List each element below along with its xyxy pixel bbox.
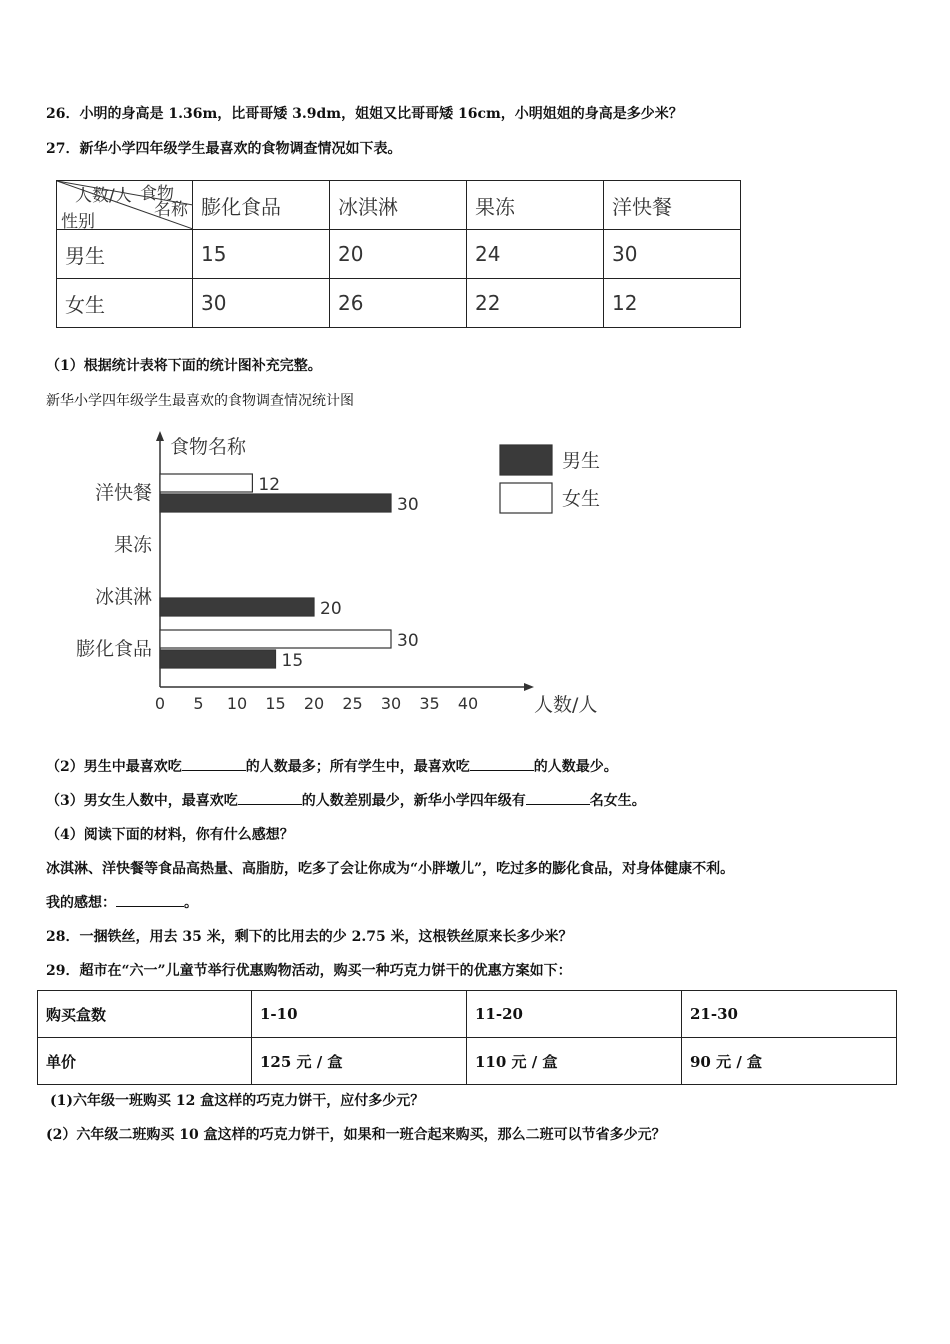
- x-tick-label: 40: [457, 694, 479, 713]
- bar-boys: [160, 650, 276, 668]
- legend-label: 女生: [562, 488, 601, 510]
- bar-chart: [60, 425, 620, 725]
- table-cell: 11-20: [467, 991, 682, 1038]
- corner-food-label: 食物: [140, 184, 174, 204]
- bar-girls: [160, 630, 391, 648]
- answer-blank[interactable]: [526, 792, 590, 805]
- corner-name-label: 名称: [154, 200, 188, 220]
- x-tick-label: 35: [419, 694, 440, 713]
- question-29-intro: 29．超市在“六一”儿童节举行优惠购物活动，购买一种巧克力饼干的优惠方案如下：: [46, 963, 572, 979]
- legend-swatch-boys: [500, 445, 552, 475]
- answer-blank[interactable]: [182, 758, 246, 771]
- table-cell: 30: [604, 230, 741, 279]
- category-label: 洋快餐: [94, 482, 152, 504]
- corner-count-label: 人数/人: [75, 186, 132, 206]
- table-cell: 购买盒数: [38, 991, 252, 1038]
- table-cell: 125 元 / 盒: [252, 1038, 467, 1085]
- x-tick-label: 20: [303, 694, 325, 713]
- reading-material: 冰淇淋、洋快餐等食品高热量、高脂肪，吃多了会让你成为“小胖墩儿”，吃过多的膨化食品，对身体健康不利。: [46, 861, 735, 877]
- table-row: [38, 991, 897, 1038]
- table-cell: 24: [467, 230, 604, 279]
- y-axis-label: 食物名称: [170, 436, 247, 458]
- table-cell: 26: [330, 279, 467, 328]
- bar-boys: [160, 494, 391, 512]
- bar-value-label: 20: [320, 599, 342, 619]
- table-cell: 22: [467, 279, 604, 328]
- category-label: 膨化食品: [75, 638, 152, 660]
- feeling-line: [46, 892, 198, 912]
- table-row-label: 女生: [57, 279, 193, 328]
- question-27-part4: （4）阅读下面的材料，你有什么感想？: [46, 827, 294, 843]
- table-row: [57, 279, 741, 328]
- bar-value-label: 30: [397, 495, 419, 515]
- bar-girls: [160, 474, 252, 492]
- feeling-label: 我的感想：: [46, 895, 116, 911]
- table-cell: 110 元 / 盒: [467, 1038, 682, 1085]
- answer-blank[interactable]: [116, 894, 184, 907]
- question-27-intro: 27．新华小学四年级学生最喜欢的食物调查情况如下表。: [46, 141, 402, 157]
- table-header-cell: 洋快餐: [604, 181, 741, 230]
- table-header-cell: 冰淇淋: [330, 181, 467, 230]
- question-26: 26．小明的身高是 1.36m，比哥哥矮 3.9dm，姐姐又比哥哥矮 16cm，小明姐姐的身高是多少米？: [46, 106, 683, 122]
- bar-value-label: 30: [397, 631, 419, 651]
- table-cell: 21-30: [682, 991, 897, 1038]
- chart-title: 新华小学四年级学生最喜欢的食物调查情况统计图: [46, 393, 354, 409]
- table-row: [38, 1038, 897, 1085]
- bar-value-label: 15: [281, 651, 304, 671]
- x-axis-label: 人数/人: [534, 694, 598, 716]
- x-tick-label: 30: [380, 694, 402, 713]
- table-cell: 90 元 / 盒: [682, 1038, 897, 1085]
- category-label: 冰淇淋: [94, 586, 152, 608]
- bar-value-label: 12: [258, 475, 281, 495]
- part2-text-b: 的人数最多；所有学生中，最喜欢吃: [245, 759, 470, 775]
- table-cell: 30: [193, 279, 330, 328]
- x-tick-label: 0: [154, 694, 166, 713]
- x-tick-label: 10: [226, 694, 248, 713]
- part2-text-c: 的人数最少。: [533, 759, 618, 775]
- price-table: [37, 990, 897, 1085]
- part3-text-c: 名女生。: [589, 793, 646, 809]
- table-corner-cell: [57, 181, 193, 230]
- answer-blank[interactable]: [470, 758, 534, 771]
- question-29-part1: (1)六年级一班购买 12 盒这样的巧克力饼干，应付多少元？: [50, 1093, 425, 1109]
- table-row-label: 男生: [57, 230, 193, 279]
- table-header-cell: 膨化食品: [193, 181, 330, 230]
- part2-text-a: （2）男生中最喜欢吃: [46, 759, 182, 775]
- corner-gender-label: 性别: [61, 212, 95, 232]
- table-cell: 12: [604, 279, 741, 328]
- part3-text-b: 的人数差别最少，新华小学四年级有: [301, 793, 526, 809]
- question-27-part1: （1）根据统计表将下面的统计图补充完整。: [46, 358, 322, 374]
- legend-label: 男生: [562, 450, 601, 472]
- question-27-part3: [46, 790, 646, 810]
- legend-swatch-girls: [500, 483, 552, 513]
- table-cell: 1-10: [252, 991, 467, 1038]
- feeling-end: 。: [184, 895, 198, 911]
- x-axis-arrow: [524, 683, 534, 691]
- x-tick-label: 15: [265, 694, 286, 713]
- y-axis-arrow: [156, 431, 164, 441]
- table-cell: 单价: [38, 1038, 252, 1085]
- question-29-part2: (2）六年级二班购买 10 盒这样的巧克力饼干，如果和一班合起来购买，那么二班可以节省多少元？: [46, 1127, 666, 1143]
- x-tick-label: 25: [342, 694, 363, 713]
- survey-table: [56, 180, 741, 328]
- part3-text-a: （3）男女生人数中，最喜欢吃: [46, 793, 238, 809]
- table-header-cell: 果冻: [467, 181, 604, 230]
- table-row: [57, 230, 741, 279]
- table-cell: 15: [193, 230, 330, 279]
- answer-blank[interactable]: [238, 792, 302, 805]
- question-27-part2: [46, 756, 618, 776]
- bar-boys: [160, 598, 314, 616]
- table-cell: 20: [330, 230, 467, 279]
- x-tick-label: 5: [193, 694, 204, 713]
- question-28: 28．一捆铁丝，用去 35 米，剩下的比用去的少 2.75 米，这根铁丝原来长多少米？: [46, 929, 573, 945]
- category-label: 果冻: [113, 534, 152, 556]
